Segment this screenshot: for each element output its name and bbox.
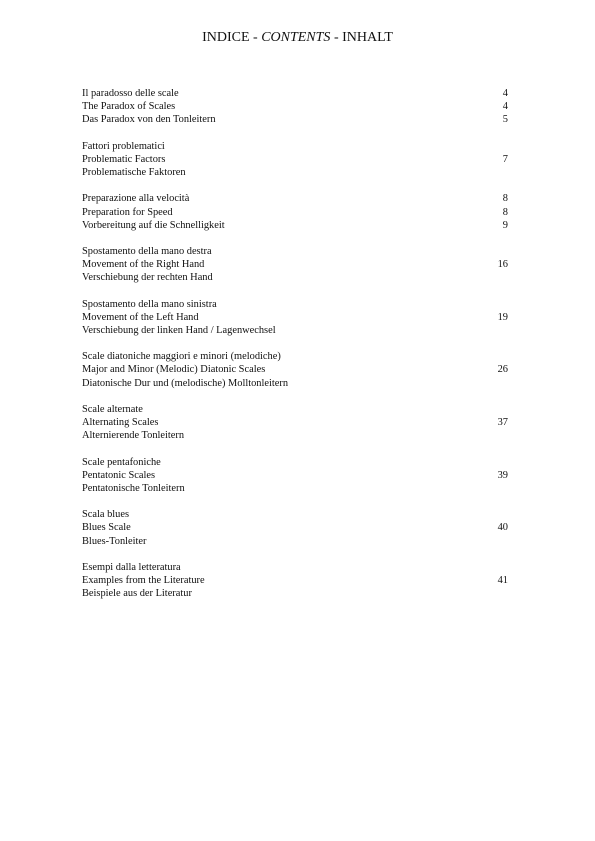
toc-entry [82,219,508,232]
toc-entry-page-number: 16 [497,259,508,271]
toc-entry-title: Spostamento della mano sinistra [82,298,217,310]
toc-entry-title: Movement of the Left Hand [82,311,199,323]
toc-entry-page-number: 9 [502,219,508,231]
toc-entry-title: Vorbereitung auf die Schnelligkeit [82,219,225,231]
toc-entry [82,324,508,337]
toc-entry [82,561,508,574]
toc-entry [82,153,508,166]
toc-entry-title: Fattori problematici [82,140,165,152]
toc-entry-title: Verschiebung der linken Hand / Lagenwechsel [82,325,276,336]
toc-entry-title: Blues-Tonleiter [82,535,147,547]
toc-entry-title: Alternating Scales [82,417,159,429]
toc-entry-title: Beispiele aus der Literatur [82,588,192,600]
toc-entry [82,416,508,429]
toc-section [82,456,508,496]
toc-entry [82,403,508,416]
toc-entry [82,140,508,153]
toc-entry [82,429,508,442]
toc-entry-page-number: 4 [502,101,508,113]
toc-entry [82,271,508,284]
toc-entry-page-number: 5 [502,114,508,126]
toc-entry [82,166,508,179]
toc-section [82,350,508,390]
toc-entry-page-number: 19 [497,311,508,323]
toc-entry [82,363,508,376]
table-of-contents [82,87,508,614]
toc-entry [82,574,508,587]
toc-entry-page-number: 40 [497,522,508,534]
toc-entry [82,587,508,600]
toc-entry-title: Scale diatoniche maggiori e minori (melodiche) [82,351,281,363]
toc-entry [82,206,508,219]
toc-entry [82,311,508,324]
toc-entry [82,535,508,548]
toc-entry-title: Blues Scale [82,522,131,534]
toc-entry-page-number: 41 [497,575,508,587]
toc-entry-title: Preparation for Speed [82,206,173,218]
toc-entry-page-number: 8 [502,206,508,218]
toc-entry-title: Movement of the Right Hand [82,259,205,271]
toc-entry-title: Das Paradox von den Tonleitern [82,114,216,126]
toc-entry-title: Pentatonic Scales [82,469,156,481]
toc-entry [82,377,508,390]
toc-entry-title: Examples from the Literature [82,575,205,587]
toc-entry-page-number: 37 [497,417,508,429]
toc-entry-title: Verschiebung der rechten Hand [82,272,213,284]
toc-entry-title: Scale alternate [82,403,143,415]
toc-entry [82,100,508,113]
toc-section [82,140,508,180]
toc-entry [82,87,508,100]
toc-entry-title: Diatonische Dur und (melodische) Molltonleitern [82,377,289,389]
toc-section [82,403,508,443]
page-title [0,29,595,47]
toc-entry-title: Spostamento della mano destra [82,245,212,257]
toc-section [82,508,508,548]
toc-entry-page-number: 7 [502,153,508,165]
toc-entry [82,521,508,534]
toc-entry [82,469,508,482]
toc-entry [82,508,508,521]
toc-entry [82,350,508,363]
toc-entry-title: The Paradox of Scales [82,101,176,113]
toc-section [82,561,508,601]
page-title-part: INDICE - [202,30,262,45]
toc-entry-title: Scala blues [82,509,130,521]
toc-entry-title: Alternierende Tonleitern [82,430,185,442]
toc-entry-page-number: 39 [497,469,508,481]
page-title-part: - INHALT [330,30,393,45]
toc-entry [82,258,508,271]
toc-entry-title: Il paradosso delle scale [82,88,179,99]
toc-entry-title: Pentatonische Tonleitern [82,482,185,494]
page-title-part-italic: CONTENTS [261,30,331,45]
toc-entry-title: Major and Minor (Melodic) Diatonic Scales [82,364,266,376]
toc-entry [82,482,508,495]
toc-entry-title: Scale pentafoniche [82,456,161,468]
toc-entry-title: Esempi dalla letteratura [82,561,181,573]
toc-section [82,192,508,232]
toc-section [82,87,508,127]
toc-entry [82,192,508,205]
toc-entry-page-number: 26 [497,364,508,376]
toc-entry-title: Preparazione alla velocità [82,193,190,205]
toc-entry [82,113,508,126]
toc-entry-title: Problematic Factors [82,153,166,165]
toc-section [82,245,508,285]
toc-entry-page-number: 4 [502,88,508,99]
toc-entry-title: Problematische Faktoren [82,167,186,179]
toc-entry [82,245,508,258]
toc-section [82,298,508,338]
toc-entry-page-number: 8 [502,193,508,205]
toc-entry [82,456,508,469]
toc-entry [82,298,508,311]
